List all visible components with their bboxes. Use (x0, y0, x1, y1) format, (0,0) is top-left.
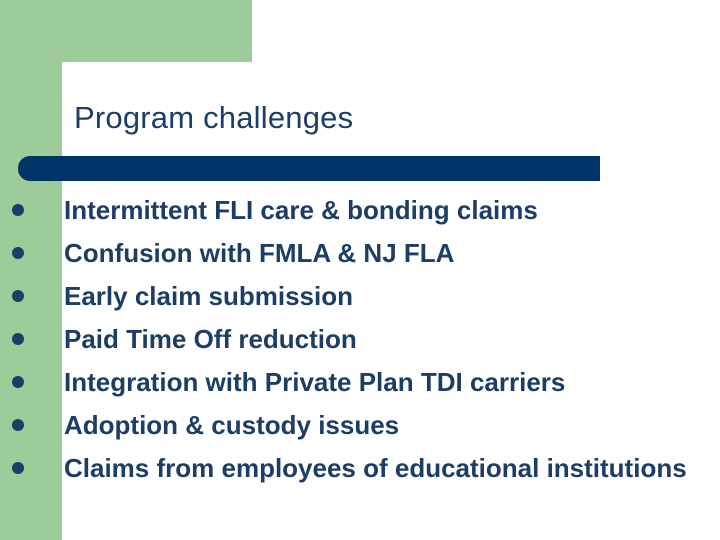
bullet-item (10, 236, 710, 270)
bullet-dot-icon (12, 419, 24, 431)
bullet-text: Integration with Private Plan TDI carriers (64, 367, 566, 397)
slide-title: Program challenges (74, 100, 354, 135)
bullet-dot-icon (12, 247, 24, 259)
bullet-dot-icon (12, 376, 24, 388)
bullet-item (10, 322, 710, 356)
bullet-text: Adoption & custody issues (64, 410, 400, 440)
title-underline-bar (18, 156, 600, 181)
bullet-item (10, 451, 710, 485)
bullet-dot-icon (12, 333, 24, 345)
bullet-item (10, 279, 710, 313)
bullet-text: Intermittent FLI care & bonding claims (64, 195, 538, 225)
bullet-dot-icon (12, 290, 24, 302)
bullet-text: Paid Time Off reduction (64, 324, 357, 354)
bullet-dot-icon (12, 204, 24, 216)
bullet-dot-icon (12, 462, 24, 474)
bullet-text: Claims from employees of educational institutions (64, 453, 687, 483)
bullet-item (10, 193, 710, 227)
bullet-text: Early claim submission (64, 281, 354, 311)
bullet-item (10, 408, 710, 442)
bullet-item (10, 365, 710, 399)
bullet-text: Confusion with FMLA & NJ FLA (64, 238, 455, 268)
bullet-list (10, 193, 710, 494)
